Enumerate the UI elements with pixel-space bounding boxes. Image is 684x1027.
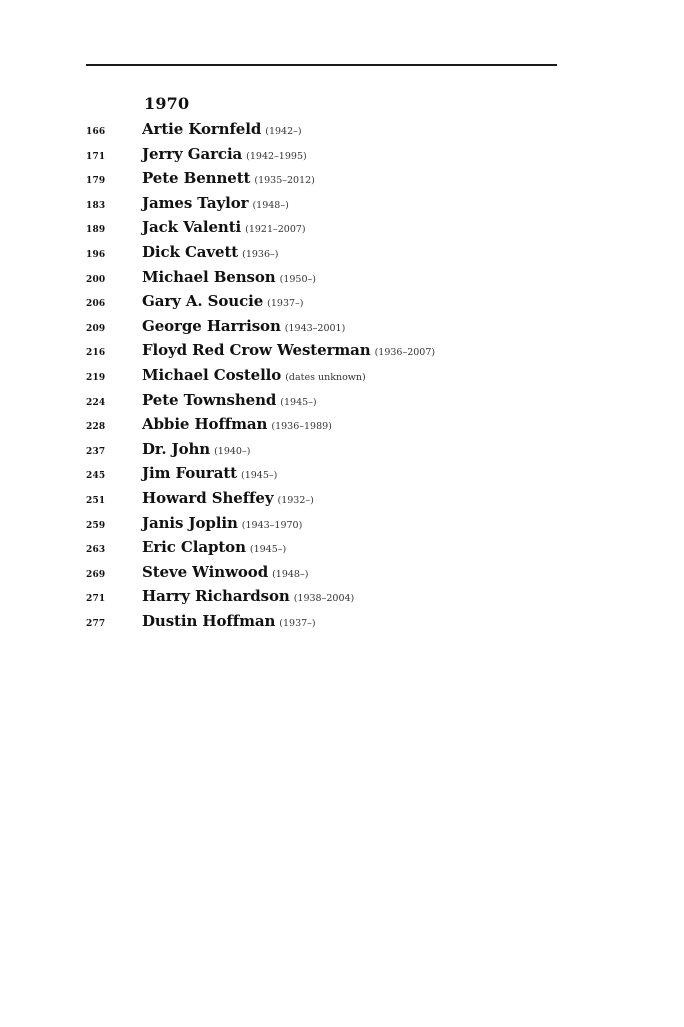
entry-name: Pete Townshend [142,390,277,409]
page-number: 263 [86,545,106,556]
entry-dates: (1945–) [249,544,287,556]
page-number: 189 [86,225,106,236]
contents-entry [86,440,646,465]
contents-entry [86,218,646,243]
entry-dates: (dates unknown) [285,371,366,383]
entry-name: Michael Benson [142,267,276,286]
entry-dates: (1945–) [241,470,278,482]
page-number: 269 [86,569,106,580]
entry-name: Jim Fouratt [142,464,238,483]
page-number: 196 [86,249,106,260]
entry-name: Harry Richardson [142,587,290,606]
entry-dates: (1943–1970) [241,519,303,531]
contents-entry [86,169,646,194]
page-number: 237 [86,446,106,457]
page-number: 251 [86,495,106,506]
page-number: 219 [86,372,106,383]
page-number: 209 [86,323,106,334]
contents-entry [86,145,646,170]
page-number: 200 [86,274,106,285]
contents-list [86,120,646,636]
entry-name: Jack Valenti [142,218,242,237]
entry-dates: (1942–) [265,126,302,137]
entry-name: Gary A. Soucie [142,292,264,311]
entry-name: George Harrison [142,316,281,335]
entry-dates: (1921–2007) [245,224,306,236]
entry-dates: (1932–) [277,494,314,506]
page-number: 216 [86,348,106,359]
contents-entry [86,317,646,342]
entry-dates: (1942–1995) [246,150,307,162]
contents-entry [86,587,646,612]
contents-entry [86,391,646,416]
page-number: 259 [86,520,106,531]
entry-dates: (1936–) [242,248,279,260]
page-number: 166 [86,127,106,137]
page-number: 271 [86,594,106,605]
contents-entry [86,120,646,145]
entry-name: Dick Cavett [142,242,239,261]
entry-dates: (1936–1989) [271,421,332,433]
entry-dates: (1937–) [279,617,316,629]
entry-name: Eric Clapton [142,538,246,557]
entry-dates: (1937–) [267,298,304,310]
entry-name: Abbie Hoffman [142,415,268,434]
entry-name: Steve Winwood [142,562,269,581]
page-number: 183 [86,200,106,211]
entry-name: Jerry Garcia [142,144,243,163]
top-rule [86,64,557,66]
entry-dates: (1950–) [279,273,316,285]
entry-dates: (1938–2004) [293,593,355,605]
contents-entry [86,489,646,514]
page-number: 228 [86,422,106,433]
entry-name: James Taylor [142,193,249,212]
entry-dates: (1945–) [280,396,317,408]
entry-dates: (1935–2012) [254,175,315,187]
entry-name: Howard Sheffey [142,488,274,507]
entry-dates: (1940–) [214,445,251,457]
page-number: 206 [86,299,106,310]
section-title: 1970 [144,94,190,113]
contents-entry [86,268,646,293]
entry-name: Floyd Red Crow Westerman [142,341,371,360]
contents-entry [86,194,646,219]
contents-entry [86,612,646,637]
page-number: 171 [86,151,106,162]
page-number: 245 [86,471,106,482]
contents-entry [86,563,646,588]
page-number: 277 [86,618,106,629]
entry-name: Dustin Hoffman [142,611,276,630]
page-number: 179 [86,176,106,187]
contents-entry [86,514,646,539]
entry-name: Dr. John [142,439,211,458]
entry-name: Michael Costello [142,365,282,384]
page-number: 224 [86,397,106,408]
contents-entry [86,292,646,317]
entry-dates: (1936–2007) [374,347,436,359]
contents-entry [86,341,646,366]
contents-entry [86,464,646,489]
entry-name: Janis Joplin [142,513,238,532]
entry-name: Artie Kornfeld [142,120,262,138]
entry-name: Pete Bennett [142,169,251,188]
contents-entry [86,538,646,563]
contents-entry [86,415,646,440]
entry-dates: (1948–) [252,199,289,211]
contents-entry [86,366,646,391]
contents-entry [86,243,646,268]
entry-dates: (1943–2001) [284,322,346,334]
entry-dates: (1948–) [272,568,309,580]
